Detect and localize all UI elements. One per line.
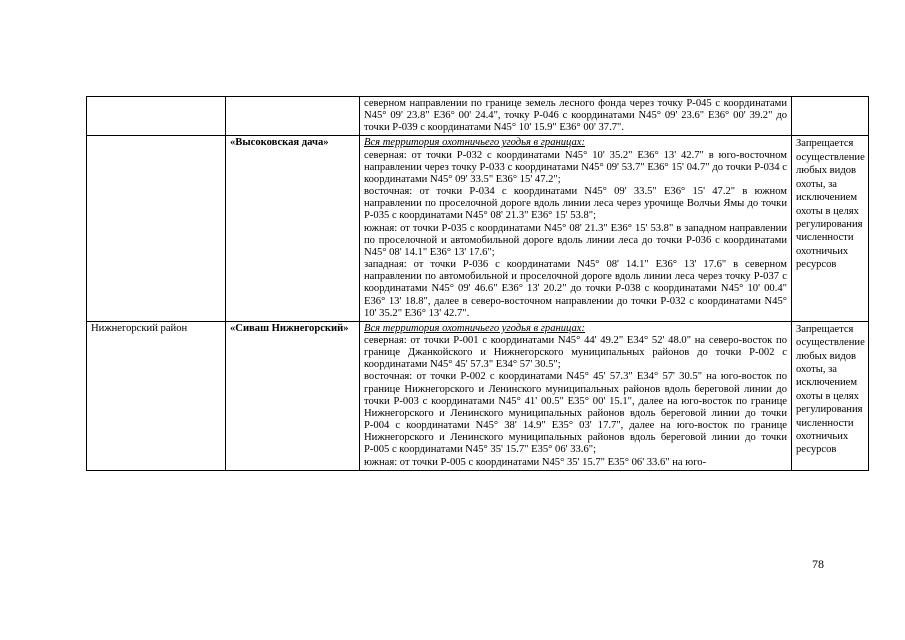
ground-name-cell — [226, 97, 360, 136]
ground-name: «Высоковская дача» — [230, 137, 329, 149]
table-row — [87, 97, 869, 136]
boundary-north: северная: от точки Р-001 с координатами N45° 44' 49.2" Е34° 52' 48.0" на северо-восток по границе Джанкойского и Нижнегорского муниципальных районов до точки Р-002 с координатами N45° 45' 57.3" Е34° 57' 30.5"; — [364, 334, 787, 371]
ground-name-cell — [226, 136, 360, 321]
boundary-heading: Вся территория охотничьего угодья в границах: — [364, 322, 586, 334]
district-cell: Нижнегорский район — [87, 321, 226, 470]
boundary-description-cell — [360, 321, 792, 470]
restriction-cell — [792, 97, 869, 136]
boundary-paragraph: северном направлении по границе земель лесного фонда через точку Р-045 с координатами N45° 09' 23.8" Е36° 00' 24.4", точку Р-046 с координатами N45° 09' 23.6" Е36° 00' 39.2" до точки Р-039 с координатами N45° 10' 15.9" Е36° 00' 37.7". — [364, 98, 787, 134]
district-cell — [87, 97, 226, 136]
restriction-note: Запрещается осуществление любых видов охоты, за исключением охоты в целях регулирования численности охотничьих ресурсов — [796, 138, 865, 271]
boundary-south: южная: от точки Р-035 с координатами N45° 08' 21.3" Е36° 15' 53.8" в западном направлении по проселочной и автомобильной дороге вдоль линии леса до точки Р-036 с координатами N45° 08' 14.1" Е36° 13' 17.6"; — [364, 222, 787, 258]
ground-name-cell — [226, 321, 360, 470]
boundary-west: западная: от точки Р-036 с координатами N45° 08' 14.1" Е36° 13' 17.6" в северном направлении по автомобильной и проселочной дороге вдоль линии леса через точку Р-037 с координатами N45° 09' 46.6" Е36° 13' 20.2" до точки Р-038 с координатами N45° 10' 00.4" Е36° 13' 18.8", далее в северо-восточном направлении до точки Р-032 с координатами N45° 10' 35.2" Е36° 13' 42.7". — [364, 259, 787, 319]
hunting-grounds-table — [86, 96, 869, 471]
boundary-east: восточная: от точки Р-002 с координатами N45° 45' 57.3" Е34° 57' 30.5" на юго-восток по границе Нижнегорского и Ленинского муниципальных районов вдоль береговой линии до точки Р-003 с координатами N45° 41' 00.5" Е35° 00' 15.1", далее на юго-восток по границе Нижнегорского и Ленинского муниципальных районов вдоль береговой линии до точки Р-004 с координатами N45° 38' 14.9" Е35° 03' 17.7", далее на юго-восток по границе Нижнегорского и Ленинского муниципальных районов вдоль береговой линии до точки Р-005 с координатами N45° 35' 15.7" Е35° 06' 33.6"; — [364, 371, 787, 456]
table-row — [87, 136, 869, 321]
boundary-description-cell — [360, 136, 792, 321]
boundary-description-cell — [360, 97, 792, 136]
restriction-cell — [792, 136, 869, 321]
boundary-heading: Вся территория охотничьего угодья в границах: — [364, 137, 586, 149]
restriction-cell — [792, 321, 869, 470]
boundary-east: восточная: от точки Р-034 с координатами N45° 09' 33.5" Е36° 15' 47.2" в южном направлении по проселочной дороге вдоль линии леса через урочище Волчьи Ямы до точки Р-035 с координатами N45° 08' 21.3" Е36° 15' 53.8"; — [364, 186, 787, 222]
table-row — [87, 321, 869, 470]
district-cell — [87, 136, 226, 321]
page-number: 78 — [812, 557, 824, 571]
boundary-south: южная: от точки Р-005 с координатами N45° 35' 15.7" Е35° 06' 33.6" на юго- — [364, 456, 707, 468]
ground-name: «Сиваш Нижнегорский» — [230, 322, 349, 334]
boundary-north: северная: от точки Р-032 с координатами N45° 10' 35.2" Е36° 13' 42.7" в юго-восточном направлении через точку Р-033 с координатами N45° 09' 53.7" Е36° 15' 04.7" до точки Р-034 с координатами N45° 09' 33.5" Е36° 15' 47.2"; — [364, 149, 787, 185]
restriction-note: Запрещается осуществление любых видов охоты, за исключением охоты в целях регулирования численности охотничьих ресурсов — [796, 323, 865, 456]
